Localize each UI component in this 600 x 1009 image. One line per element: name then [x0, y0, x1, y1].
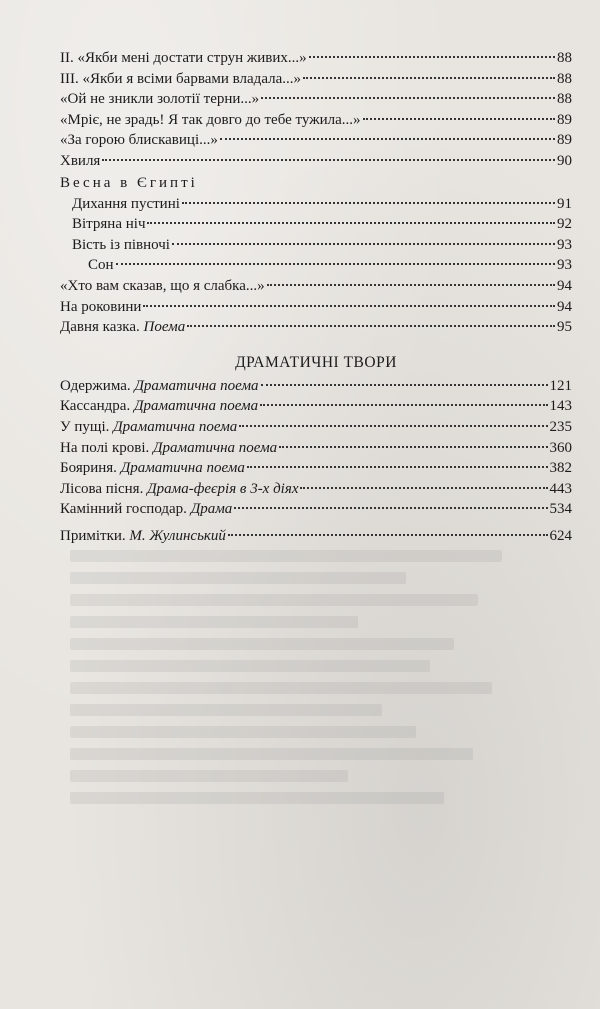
- toc-entry-page: 143: [549, 398, 572, 415]
- toc-entry-page: 91: [557, 195, 572, 212]
- toc-entry-title: [60, 458, 245, 479]
- entry-name: Давня казка.: [60, 319, 144, 336]
- toc-entry-page: 93: [557, 257, 572, 274]
- toc-entry: [60, 317, 572, 338]
- toc-entry: [60, 297, 572, 318]
- toc-entry: [60, 48, 572, 69]
- toc-entry-title: II. «Якби мені достати струн живих...»: [60, 50, 307, 66]
- entry-genre: Драматична поема: [133, 398, 259, 415]
- entry-name: Бояриня.: [60, 460, 121, 477]
- leader-dots: [309, 56, 555, 58]
- section-title-spring-in-egypt: Весна в Єгипті: [60, 174, 198, 191]
- toc-entry: [60, 376, 572, 397]
- toc-entry-title: Сон: [88, 257, 114, 274]
- toc-entry: [60, 151, 572, 172]
- toc-entry: [60, 479, 572, 500]
- entry-name: У пущі.: [60, 418, 114, 435]
- leader-dots: [143, 305, 555, 307]
- toc-entry-title: [60, 417, 237, 438]
- leader-dots: [261, 97, 555, 99]
- leader-dots: [187, 325, 555, 327]
- leader-dots: [102, 159, 555, 161]
- toc-entry-page: 93: [557, 236, 572, 253]
- toc-entry: [60, 417, 572, 438]
- leader-dots: [182, 202, 555, 204]
- toc-entry-page: 88: [557, 50, 572, 66]
- entry-name: На полі крові.: [60, 439, 154, 456]
- toc-entry-title: На роковини: [60, 298, 142, 315]
- toc-entry-page: 92: [557, 216, 572, 233]
- leader-dots: [279, 446, 547, 448]
- toc-entry: [60, 130, 572, 151]
- toc-entry: [60, 396, 572, 417]
- toc-entry-title: «Хто вам сказав, що я слабка...»: [60, 277, 265, 294]
- toc-entry-title: Хвиля: [60, 152, 101, 169]
- toc-entry-title: [60, 396, 258, 417]
- leader-dots: [300, 487, 547, 489]
- toc-entry: [60, 499, 572, 520]
- leader-dots: [303, 77, 555, 79]
- bleed-through-text: [70, 540, 550, 940]
- toc-entry: [60, 110, 572, 131]
- toc-entry-notes: [60, 526, 572, 547]
- leader-dots: [247, 466, 548, 468]
- toc-entry-page: 88: [557, 70, 572, 87]
- toc-entry-page: 90: [557, 152, 572, 169]
- entry-genre: Драматична поема: [120, 460, 245, 477]
- section-heading-dramatic-works: ДРАМАТИЧНІ ТВОРИ: [235, 353, 397, 371]
- entry-name: Примітки.: [60, 527, 130, 544]
- entry-genre: Драматична поема: [113, 418, 238, 435]
- leader-dots: [267, 284, 555, 286]
- leader-dots: [116, 263, 555, 265]
- entry-name: Камінний господар.: [60, 501, 191, 518]
- toc-entry: [60, 438, 572, 459]
- toc-entry-page: 443: [549, 480, 572, 497]
- entry-name: Лісова пісня.: [60, 480, 148, 497]
- toc-entry-title: [60, 526, 226, 547]
- toc-entry-page: 534: [549, 501, 572, 518]
- toc-entry: [60, 255, 572, 276]
- toc-entry-page: 94: [557, 277, 572, 294]
- toc-entry-page: 121: [549, 377, 572, 394]
- toc-entry-title: Вітряна ніч: [72, 216, 146, 233]
- leader-dots: [234, 507, 547, 509]
- toc-entry: [60, 89, 572, 110]
- table-of-contents: [60, 48, 572, 546]
- toc-entry-page: 360: [549, 439, 572, 456]
- toc-entry-title: Дихання пустині: [72, 195, 180, 212]
- toc-entry-title: [60, 317, 185, 338]
- toc-entry-page: 95: [557, 319, 572, 336]
- toc-entry-page: 382: [549, 460, 572, 477]
- leader-dots: [260, 404, 547, 406]
- entry-genre: Поема: [143, 319, 186, 336]
- toc-entry-page: 235: [549, 418, 572, 435]
- toc-entry-page: 89: [557, 132, 572, 149]
- entry-genre: Драма: [190, 501, 233, 518]
- toc-entry-title: «Ой не зникли золотії терни...»: [60, 91, 260, 108]
- entry-name: Одержима.: [60, 377, 135, 394]
- toc-entry-page: 89: [557, 111, 572, 128]
- leader-dots: [239, 425, 547, 427]
- toc-entry: [60, 194, 572, 215]
- leader-dots: [363, 118, 556, 120]
- toc-entry-page: 94: [557, 298, 572, 315]
- toc-entry: [60, 276, 572, 297]
- toc-entry-title: «За горою блискавиці...»: [60, 132, 218, 149]
- toc-entry: [60, 458, 572, 479]
- toc-entry: [60, 235, 572, 256]
- toc-entry: [60, 214, 572, 235]
- leader-dots: [172, 243, 555, 245]
- leader-dots: [228, 534, 548, 536]
- toc-entry-page: 624: [549, 527, 572, 544]
- leader-dots: [261, 384, 548, 386]
- toc-entry-title: [60, 438, 277, 459]
- entry-author: М. Жулинський: [129, 527, 226, 544]
- entry-genre: Драма-феєрія в 3-х діях: [147, 480, 299, 497]
- toc-entry-title: «Мріє, не зрадь! Я так довго до тебе тужила...»: [60, 111, 361, 128]
- leader-dots: [220, 138, 555, 140]
- toc-entry-title: Вість із півночі: [72, 236, 170, 253]
- entry-genre: Драматична поема: [134, 377, 259, 394]
- toc-entry: [60, 69, 572, 90]
- entry-name: Кассандра.: [60, 398, 134, 415]
- leader-dots: [147, 222, 555, 224]
- toc-entry-page: 88: [557, 91, 572, 108]
- toc-entry-title: [60, 376, 259, 397]
- entry-genre: Драматична поема: [153, 439, 278, 456]
- toc-entry-title: III. «Якби я всіми барвами владала...»: [60, 70, 301, 87]
- toc-entry-title: [60, 499, 232, 520]
- toc-entry-title: [60, 479, 298, 500]
